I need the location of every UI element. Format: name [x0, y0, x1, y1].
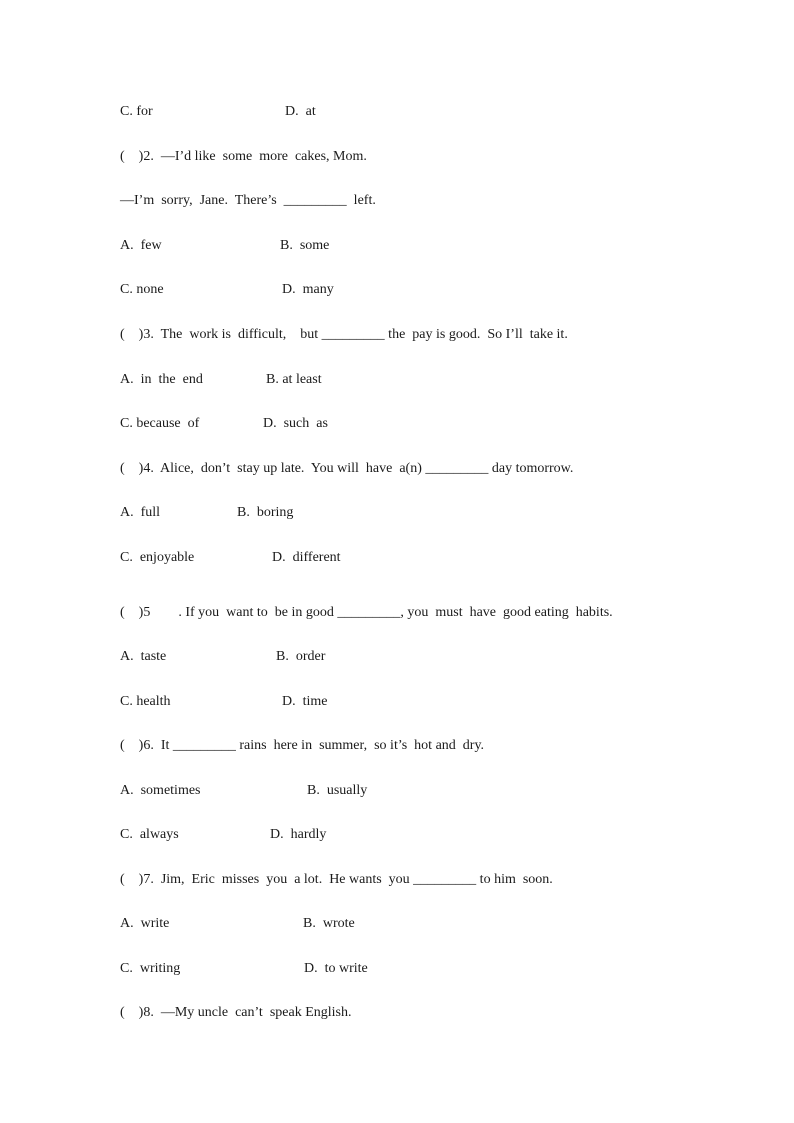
option-d-q2: D. many	[282, 282, 334, 297]
option-b-q6: B. usually	[307, 783, 368, 798]
option-a-q5: A. taste	[120, 649, 167, 664]
option-c-q2: C. none	[120, 282, 164, 297]
option-d-q1: D. at	[285, 104, 316, 119]
question-3: ( )3. The work is difficult, but _________ the pay is good. So I’ll take it.	[120, 327, 568, 342]
option-d-q4: D. different	[272, 550, 341, 565]
option-c-q3: C. because of	[120, 416, 200, 431]
option-d-q7: D. to write	[304, 961, 368, 976]
question-2-reply: —I’m sorry, Jane. There’s _________ left.	[120, 193, 376, 208]
question-6: ( )6. It _________ rains here in summer, so it’s hot and dry.	[120, 738, 485, 753]
option-c-q5: C. health	[120, 694, 171, 709]
option-d-q3: D. such as	[263, 416, 328, 431]
option-b-q4: B. boring	[237, 505, 294, 520]
option-d-q6: D. hardly	[270, 827, 327, 842]
option-c-q1: C. for	[120, 104, 153, 119]
option-a-q6: A. sometimes	[120, 783, 201, 798]
question-8: ( )8. —My uncle can’t speak English.	[120, 1005, 352, 1020]
option-c-q7: C. writing	[120, 961, 181, 976]
option-c-q6: C. always	[120, 827, 179, 842]
option-a-q3: A. in the end	[120, 372, 203, 387]
option-c-q4: C. enjoyable	[120, 550, 195, 565]
option-b-q3: B. at least	[266, 372, 322, 387]
question-4: ( )4. Alice, don’t stay up late. You will have a(n) _________ day tomorrow.	[120, 461, 574, 476]
option-b-q7: B. wrote	[303, 916, 355, 931]
question-7: ( )7. Jim, Eric misses you a lot. He wants you _________ to him soon.	[120, 872, 553, 887]
option-a-q2: A. few	[120, 238, 162, 253]
option-d-q5: D. time	[282, 694, 328, 709]
option-a-q7: A. write	[120, 916, 170, 931]
question-5: ( )5 . If you want to be in good _________, you must have good eating habits.	[120, 605, 613, 620]
option-b-q5: B. order	[276, 649, 326, 664]
question-2: ( )2. —I’d like some more cakes, Mom.	[120, 149, 367, 164]
option-a-q4: A. full	[120, 505, 161, 520]
option-b-q2: B. some	[280, 238, 330, 253]
